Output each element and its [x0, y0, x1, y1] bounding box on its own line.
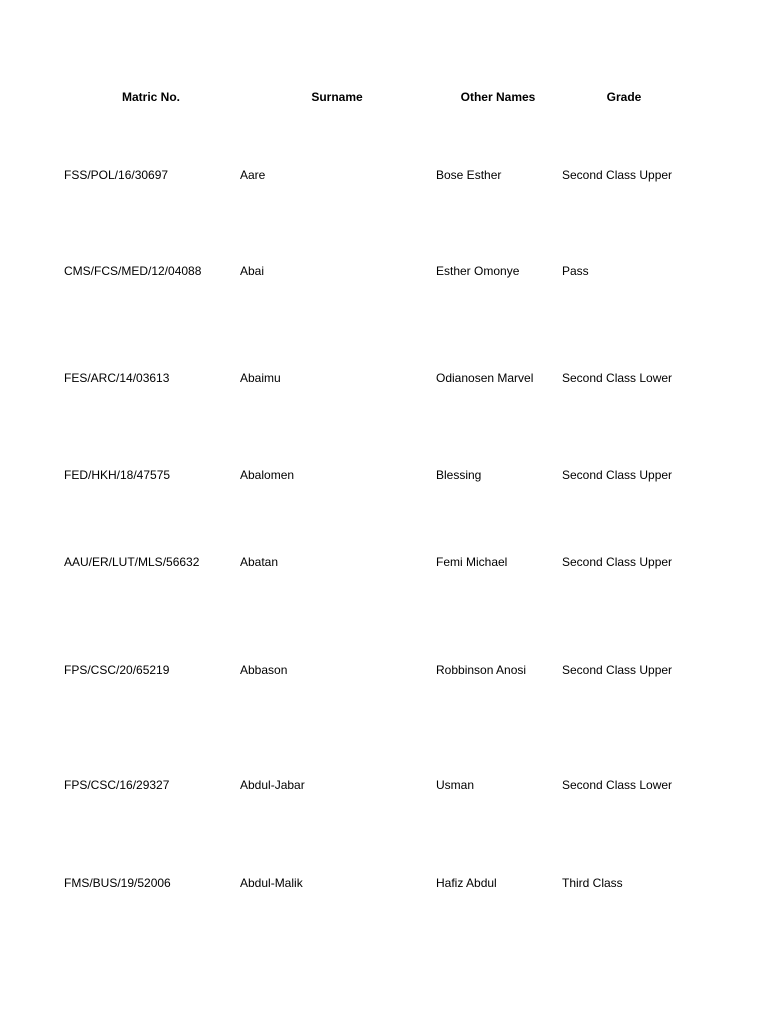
- matric-no-cell: AAU/ER/LUT/MLS/56632: [64, 555, 200, 569]
- table-row: [0, 467, 768, 483]
- other-names-cell: Bose Esther: [436, 168, 502, 182]
- other-names-cell: Femi Michael: [436, 555, 508, 569]
- table-row: [0, 263, 768, 279]
- header-matric-no: Matric No.: [121, 90, 180, 104]
- matric-no-cell: FPS/CSC/20/65219: [64, 663, 170, 677]
- surname-cell: Abatan: [240, 555, 279, 569]
- header-surname: Surname: [311, 90, 363, 104]
- table-row: [0, 554, 768, 570]
- grade-cell: Second Class Upper: [562, 168, 673, 182]
- other-names-cell: Esther Omonye: [436, 264, 520, 278]
- table-row: [0, 370, 768, 386]
- matric-no-cell: FMS/BUS/19/52006: [64, 876, 171, 890]
- table-row: [0, 777, 768, 793]
- surname-cell: Abaimu: [240, 371, 281, 385]
- surname-cell: Abdul-Malik: [240, 876, 303, 890]
- other-names-cell: Blessing: [436, 468, 482, 482]
- grade-cell: Second Class Lower: [562, 778, 673, 792]
- grade-cell: Second Class Upper: [562, 555, 673, 569]
- surname-cell: Abai: [240, 264, 265, 278]
- header-grade: Grade: [606, 90, 642, 104]
- matric-no-cell: FES/ARC/14/03613: [64, 371, 170, 385]
- other-names-cell: Odianosen Marvel: [436, 371, 534, 385]
- header-other-names: Other Names: [460, 90, 536, 104]
- grade-cell: Pass: [562, 264, 589, 278]
- grade-cell: Second Class Lower: [562, 371, 673, 385]
- surname-cell: Abbason: [240, 663, 288, 677]
- surname-cell: Abalomen: [240, 468, 295, 482]
- grade-cell: Third Class: [562, 876, 623, 890]
- other-names-cell: Hafiz Abdul: [436, 876, 497, 890]
- surname-cell: Abdul-Jabar: [240, 778, 305, 792]
- grade-cell: Second Class Upper: [562, 663, 673, 677]
- table-row: [0, 875, 768, 891]
- grade-cell: Second Class Upper: [562, 468, 673, 482]
- matric-no-cell: FSS/POL/16/30697: [64, 168, 169, 182]
- surname-cell: Aare: [240, 168, 266, 182]
- table-row: [0, 167, 768, 183]
- matric-no-cell: FPS/CSC/16/29327: [64, 778, 170, 792]
- matric-no-cell: CMS/FCS/MED/12/04088: [64, 264, 202, 278]
- matric-no-cell: FED/HKH/18/47575: [64, 468, 171, 482]
- other-names-cell: Robbinson Anosi: [436, 663, 527, 677]
- table-row: [0, 662, 768, 678]
- other-names-cell: Usman: [436, 778, 475, 792]
